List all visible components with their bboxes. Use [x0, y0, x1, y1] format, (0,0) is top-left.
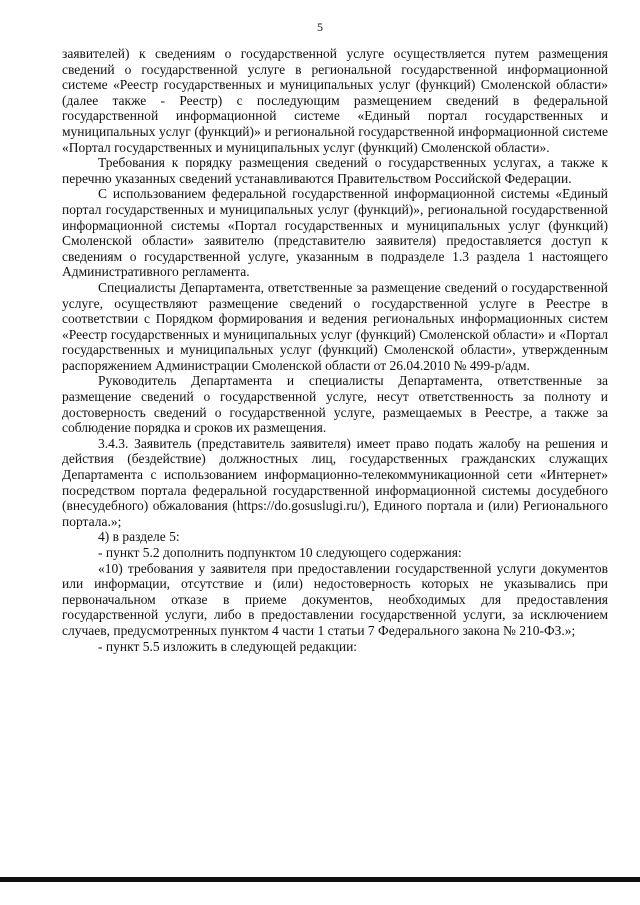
paragraph-section-5: 4) в разделе 5:: [98, 529, 180, 545]
page-number: 5: [317, 20, 323, 34]
paragraph-requirements: Требования к порядку размещения сведений о государственных услугах, а также к перечню указанных сведений устанавливаются Правительством Российской Федерации.: [62, 155, 608, 186]
paragraph-3-4-3: 3.4.3. Заявитель (представитель заявителя) имеет право подать жалобу на решения и действия (бездействие) должностных лиц, государственных гражданских служащих Департамента с использованием информационно-телекоммуникационной сети «Интернет» посредством портала федеральной государственной информационной системы досудебного (внесудебного) обжалования (https://do.gosuslugi.ru/), Единого портала и (или) Регионального портала.»;: [62, 435, 608, 529]
paragraph-item-5-5: - пункт 5.5 изложить в следующей редакции:: [98, 638, 358, 654]
paragraph-item-5-2: - пункт 5.2 дополнить подпунктом 10 следующего содержания:: [98, 545, 462, 560]
paragraph-continuation: заявителей) к сведениям о государственной услуге осуществляется путем размещения сведений о государственной услуге в региональной государственной информационной системе «Реестр государственных и муниципальных услуг (функций) Смоленской области» (далее также - Реестр) с последующим размещением сведений в федеральной государственной информационной системе «Единый портал государственных и муниципальных услуг (функций)» и региональной государственной информационной системе «Портал государственных и муниципальных услуг (функций) Смоленской области».: [62, 46, 608, 155]
paragraph-portal-access: С использованием федеральной государственной информационной системы «Единый портал государственных и муниципальных услуг (функций)», региональной государственной информационной системы «Портал государственных и муниципальных услуг (функций) Смоленской области» заявителю (представителю заявителя) предоставляется доступ к сведениям о государственной услуге, указанным в подразделе 1.3 раздела 1 настоящего Административного регламента.: [62, 186, 608, 280]
paragraph-responsibility: Руководитель Департамента и специалисты Департамента, ответственные за размещение сведений о государственной услуге, несут ответственность за полноту и достоверность сведений о государственной услуге, размещаемых в Реестре, а также за соблюдение порядка и сроков их размещения.: [62, 373, 608, 436]
scan-bottom-border: [0, 877, 640, 882]
paragraph-subitem-10: «10) требования у заявителя при предоставлении государственной услуги документов или информации, отсутствие и (или) недостоверность которых не указывались при первоначальном отказе в приеме документов, необходимых для предоставления государственной услуги, либо в предоставлении государственной услуги, за исключением случаев, предусмотренных пунктом 4 части 1 статьи 7 Федерального закона № 210-ФЗ.»;: [62, 560, 608, 638]
paragraph-department-specialists: Специалисты Департамента, ответственные за размещение сведений о государственной услуге, осуществляют размещение сведений о государственной услуге в Реестре в соответствии с Порядком формирования и ведения региональных информационных систем «Реестр государственных и муниципальных услуг (функций) Смоленской области» и «Портал государственных и муниципальных услуг (функций) Смоленской области», утвержденным распоряжением Администрации Смоленской области от 26.04.2010 № 499-р/адм.: [62, 279, 608, 373]
document-body: [62, 46, 608, 654]
